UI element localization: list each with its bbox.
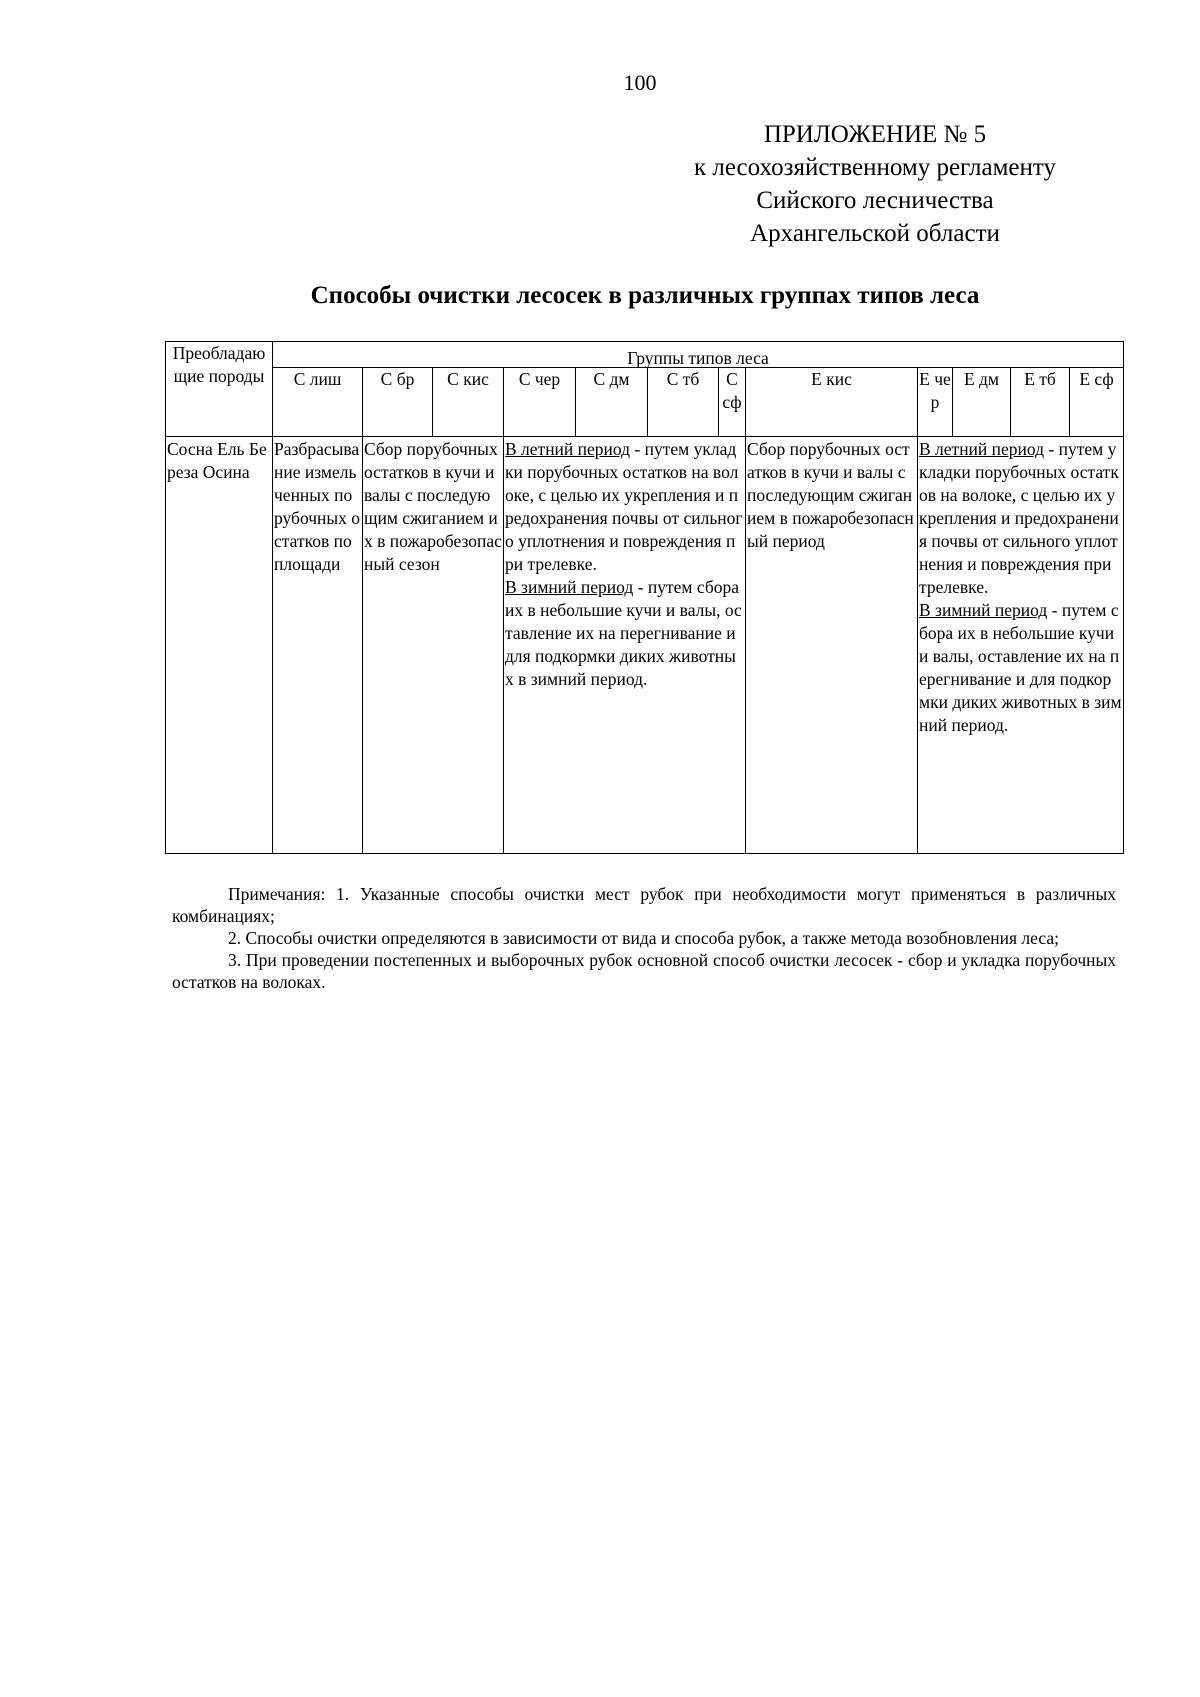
column-header: Е тб: [1011, 368, 1070, 437]
summer-period-text: - путем укладки порубочных остатков на волоке, с целью их укрепления и предохранения почвы от сильного уплотнения и повреждения при трелевке.: [919, 439, 1119, 597]
winter-period-text: - путем сбора их в небольшие кучи и валы, оставление их на перегнивание и для подкормки диких животных в зимний период.: [919, 600, 1122, 735]
column-header: Е кис: [746, 368, 918, 437]
column-header: С сф: [719, 368, 746, 437]
table-header-row: [166, 342, 1124, 368]
column-header: С кис: [433, 368, 504, 437]
winter-period-label: В зимний период: [505, 577, 634, 597]
note-3: 3. При проведении постепенных и выборочных рубок основной способ очистки лесосек - сбор и укладка порубочных остатков на волоках.: [172, 950, 1116, 992]
species-cell: Сосна Ель Береза Осина: [166, 437, 273, 854]
column-header: Е чер: [918, 368, 953, 437]
method-cell-c-cher-sf: [504, 437, 746, 854]
column-header: С дм: [576, 368, 648, 437]
appendix-header: [640, 118, 1110, 250]
document-title: Способы очистки лесосек в различных группах типов леса: [310, 282, 980, 309]
note-1: Примечания: 1. Указанные способы очистки мест рубок при необходимости могут применяться в различных комбинациях;: [172, 884, 1116, 926]
method-cell-c-br-kis: Сбор порубочных остатков в кучи и валы с последующим сжиганием их в пожаробезопасный сезон: [363, 437, 504, 854]
winter-period-label: В зимний период: [919, 600, 1048, 620]
column-header: С бр: [363, 368, 433, 437]
notes-section: [172, 883, 1116, 993]
note-2: 2. Способы очистки определяются в зависимости от вида и способа рубок, а также метода возобновления леса;: [228, 928, 1059, 948]
winter-period-text: - путем сбора их в небольшие кучи и валы, оставление их на перегнивание и для подкормки диких животных в зимний период.: [505, 577, 742, 689]
summer-period-text: - путем укладки порубочных остатков на волоке, с целью их укрепления и предохранения почвы от сильного уплотнения и повреждения при трелевке.: [505, 439, 743, 574]
appendix-line-forestry: Сийского лесничества: [756, 187, 994, 214]
column-header: С чер: [504, 368, 576, 437]
summer-period-label: В летний период: [919, 439, 1045, 459]
forest-type-groups-header: Группы типов леса: [273, 342, 1124, 368]
cleaning-methods-table: [165, 341, 1124, 854]
column-header: С лиш: [273, 368, 363, 437]
table-subheader-row: [166, 368, 1124, 437]
method-cell-c-lish: Разбрасывание измельченных порубочных остатков по площади: [273, 437, 363, 854]
summer-period-label: В летний период: [505, 439, 631, 459]
appendix-line-region: Архангельской области: [750, 220, 1000, 247]
column-header: С тб: [648, 368, 719, 437]
table-row: [166, 437, 1124, 854]
method-cell-e-cher-sf: [918, 437, 1124, 854]
column-header: Е сф: [1070, 368, 1124, 437]
column-header: Е дм: [953, 368, 1011, 437]
appendix-line-regulation: к лесохозяйственному регламенту: [693, 154, 1057, 181]
page-number: 100: [623, 70, 657, 95]
dominant-species-header: Преобладающие породы: [166, 342, 273, 437]
appendix-number: ПРИЛОЖЕНИЕ № 5: [763, 121, 987, 148]
method-cell-e-kis: Сбор порубочных остатков в кучи и валы с последующим сжиганием в пожаробезопасный период: [746, 437, 918, 854]
